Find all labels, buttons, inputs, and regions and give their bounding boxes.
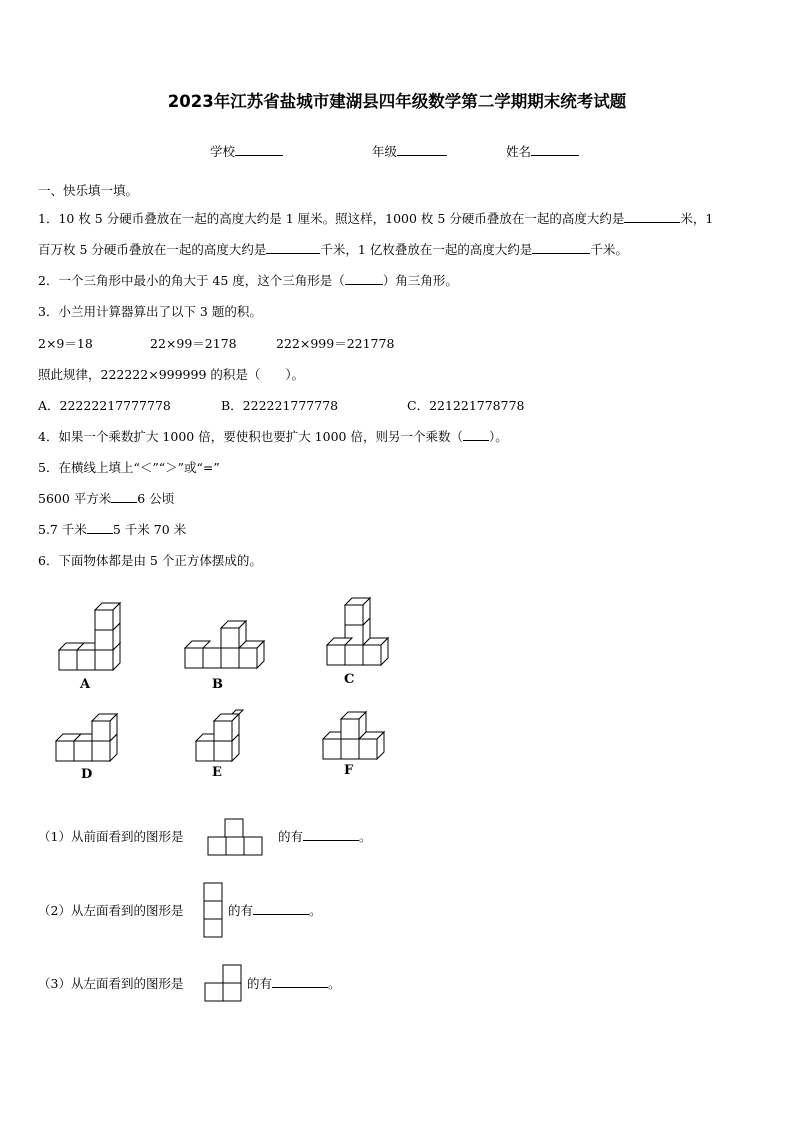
question-1-line-2: 百万枚 5 分硬币叠放在一起的高度大约是 千米，1 亿枚叠放在一起的高度大约是 千米。 bbox=[38, 242, 628, 257]
left-view-shape-l bbox=[204, 964, 244, 1002]
option-b[interactable]: B．222221777778 bbox=[221, 398, 339, 413]
cube-figure-c bbox=[326, 605, 390, 667]
school-label: 学校 bbox=[210, 144, 236, 159]
sub-question-3: （3）从左面看到的图形是 bbox=[38, 976, 184, 991]
question-3-stem: 3．小兰用计算器算出了以下 3 题的积。 bbox=[38, 304, 262, 319]
cube-figure-d bbox=[55, 720, 125, 765]
cube-figure-b bbox=[184, 627, 266, 672]
figure-label-e: E bbox=[212, 765, 222, 780]
sub-question-2: （2）从左面看到的图形是 bbox=[38, 903, 184, 918]
answer-blank[interactable] bbox=[532, 241, 590, 254]
question-3-rule: 照此规律，222222×999999 的积是（ ）。 bbox=[38, 367, 305, 382]
answer-blank[interactable] bbox=[87, 521, 113, 534]
left-view-shape-tall bbox=[203, 882, 225, 938]
front-view-shape bbox=[207, 818, 265, 856]
answer-blank[interactable] bbox=[303, 828, 359, 841]
grade-field[interactable] bbox=[372, 142, 447, 160]
cube-figure-f bbox=[322, 718, 392, 763]
compare-1: 5600 平方米 6 公顷 bbox=[38, 491, 175, 506]
calc-2: 22×99＝2178 bbox=[150, 336, 237, 351]
compare-2: 5.7 千米 5 千米 70 米 bbox=[38, 522, 187, 537]
name-field[interactable] bbox=[506, 142, 579, 160]
figure-label-d: D bbox=[81, 767, 93, 782]
answer-blank[interactable] bbox=[463, 428, 489, 441]
answer-blank[interactable] bbox=[624, 210, 680, 223]
name-label: 姓名 bbox=[506, 144, 532, 159]
figure-label-b: B bbox=[212, 677, 223, 692]
answer-blank[interactable] bbox=[253, 902, 309, 915]
answer-blank[interactable] bbox=[345, 272, 383, 285]
cube-figure-a bbox=[58, 605, 128, 673]
cube-figure-e bbox=[195, 718, 247, 763]
sub-question-2-answer: 的有 。 bbox=[228, 903, 322, 918]
sub-question-3-answer: 的有 。 bbox=[247, 976, 341, 991]
calc-1: 2×9＝18 bbox=[38, 336, 93, 351]
figure-label-a: A bbox=[80, 677, 91, 692]
school-field[interactable] bbox=[210, 142, 283, 160]
question-6-stem: 6．下面物体都是由 5 个正方体摆成的。 bbox=[38, 553, 262, 568]
sub-question-1: （1）从前面看到的图形是 bbox=[38, 829, 184, 844]
option-a[interactable]: A．22222217777778 bbox=[38, 398, 171, 413]
option-c[interactable]: C．221221778778 bbox=[407, 398, 525, 413]
figure-label-c: C bbox=[344, 672, 355, 687]
question-5-stem: 5．在横线上填上“＜”“＞”或“=” bbox=[38, 460, 220, 475]
answer-blank[interactable] bbox=[266, 241, 320, 254]
question-1-line-1: 1．10 枚 5 分硬币叠放在一起的高度大约是 1 厘米。照这样，1000 枚 5 分硬币叠放在一起的高度大约是 米，1 bbox=[38, 211, 714, 226]
figure-label-f: F bbox=[344, 763, 354, 778]
answer-blank[interactable] bbox=[272, 975, 328, 988]
section-heading: 一、快乐填一填。 bbox=[38, 183, 139, 198]
answer-blank[interactable] bbox=[111, 490, 137, 503]
grade-label: 年级 bbox=[372, 144, 398, 159]
question-2: 2．一个三角形中最小的角大于 45 度，这个三角形是（ ）角三角形。 bbox=[38, 273, 458, 288]
sub-question-1-answer: 的有 。 bbox=[278, 829, 372, 844]
question-4: 4．如果一个乘数扩大 1000 倍，要使积也要扩大 1000 倍，则另一个乘数（ ）。 bbox=[38, 429, 508, 444]
calc-3: 222×999＝221778 bbox=[276, 336, 395, 351]
page-title: 2023年江苏省盐城市建湖县四年级数学第二学期期末统考试题 bbox=[167, 92, 627, 111]
